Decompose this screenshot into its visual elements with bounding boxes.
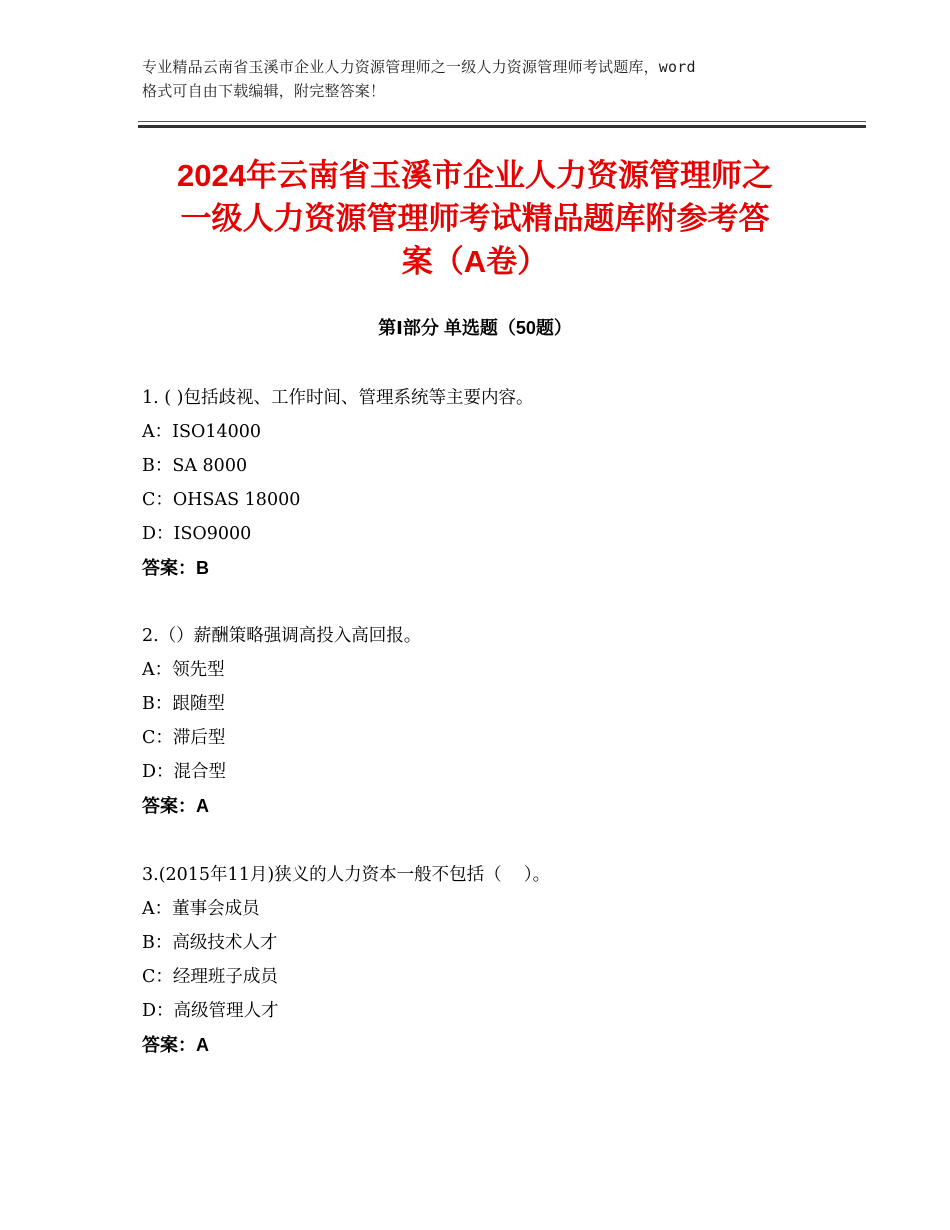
- question-2: [142, 619, 832, 823]
- answer-label: 答案：A: [142, 1035, 209, 1055]
- title-line-1: 2024年云南省玉溪市企业人力资源管理师之: [177, 158, 773, 193]
- option-c: C：经理班子成员: [142, 967, 278, 987]
- document-title: [140, 154, 810, 283]
- title-line-2: 一级人力资源管理师考试精品题库附参考答: [180, 201, 770, 236]
- answer-label: 答案：B: [142, 558, 209, 578]
- title-line-3: 案（A卷）: [401, 244, 549, 279]
- option-c: C：OHSAS 18000: [142, 490, 301, 510]
- option-a: A：董事会成员: [142, 899, 260, 919]
- header-divider-thin: [138, 121, 866, 122]
- option-a: A：ISO14000: [142, 422, 262, 442]
- header-note-line-1: 专业精品云南省玉溪市企业人力资源管理师之一级人力资源管理师考试题库，word: [142, 58, 696, 76]
- option-c: C：滞后型: [142, 728, 226, 748]
- question-stem: 2.（）薪酬策略强调高投入高回报。: [142, 626, 422, 646]
- option-a: A：领先型: [142, 660, 225, 680]
- question-3: [142, 858, 832, 1062]
- option-d: D：混合型: [142, 762, 227, 782]
- document-header-note: [142, 55, 832, 103]
- section-heading: 第Ⅰ部分 单选题（50题）: [378, 318, 572, 338]
- header-divider-thick: [138, 125, 866, 128]
- option-d: D：ISO9000: [142, 524, 252, 544]
- question-stem: 3.(2015年11月)狭义的人力资本一般不包括（ ）。: [142, 865, 551, 885]
- question-1: [142, 381, 832, 585]
- option-b: B：高级技术人才: [142, 933, 278, 953]
- option-b: B：跟随型: [142, 694, 225, 714]
- question-stem: 1. ( )包括歧视、工作时间、管理系统等主要内容。: [142, 388, 534, 408]
- answer-label: 答案：A: [142, 796, 209, 816]
- option-b: B：SA 8000: [142, 456, 248, 476]
- option-d: D：高级管理人才: [142, 1001, 279, 1021]
- header-note-line-2: 格式可自由下载编辑，附完整答案！: [142, 82, 386, 100]
